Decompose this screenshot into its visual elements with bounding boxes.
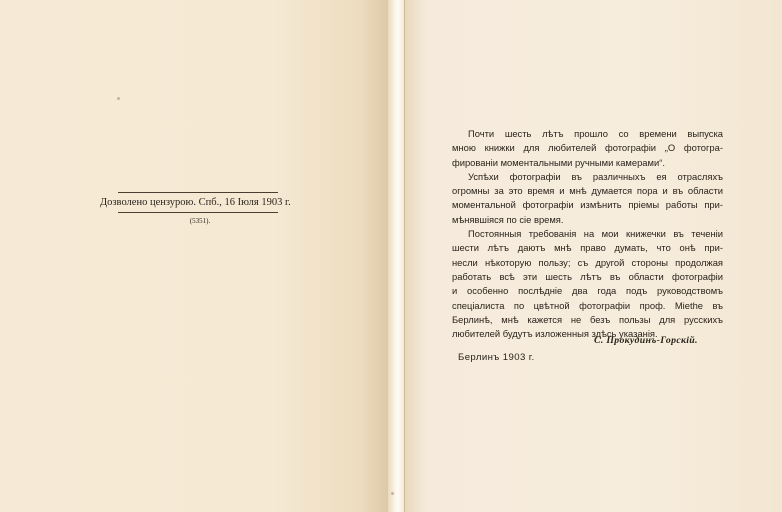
preface-line: Почти шесть лѣтъ прошло со времени выпуска [468,128,723,139]
preface-line: Берлинѣ, мнѣ кажется не безъ пользы для русскихъ [452,313,723,325]
censorship-block [100,192,300,225]
paper-speck [391,492,394,495]
preface-line: Успѣхи фотографіи въ различныхъ ея отрасляхъ [468,170,723,182]
print-number: (5351). [189,217,211,225]
preface-line: Постоянныя требованія на мои книжечки въ теченіи [468,228,723,240]
preface-line: спеціалиста по цвѣтной фотографіи проф. Miethe въ [452,299,723,311]
preface-line: любителей будутъ изложенныя здѣсь указанія. [452,328,658,340]
author-signature: С. Прокудинъ-Горскій. [594,335,698,346]
preface-line: шести лѣтъ даютъ мнѣ право думать, что онѣ при- [452,242,723,254]
preface-line: несли нѣкоторую пользу; съ другой стороны продолжая [452,256,723,268]
censorship-rule-bottom [118,212,278,213]
preface-line: и особенно послѣдніе два года подъ руководствомъ [452,285,723,297]
preface-line: работать всѣ эти шесть лѣтъ въ области фотографіи [452,270,723,282]
censorship-line: Дозволено цензурою. Спб., 16 Іюля 1903 г. [100,197,291,208]
preface-text [452,127,723,341]
preface-line: мною книжки для любителей фотографіи „О фотогра- [452,142,723,154]
censorship-rule-top [118,192,278,193]
gutter-crease [404,0,405,512]
preface-line: мѣнявшіяся по сіе время. [452,213,564,225]
preface-line: моментальной фотографіи измѣнить пріемы работы при- [452,199,723,211]
preface-line: огромны за это время и мнѣ думается пора и въ области [452,185,723,197]
place-and-date: Берлинъ 1903 г. [458,352,535,363]
paper-speck [117,97,120,100]
preface-line: фированіи моментальными ручными камерами“. [452,156,665,168]
